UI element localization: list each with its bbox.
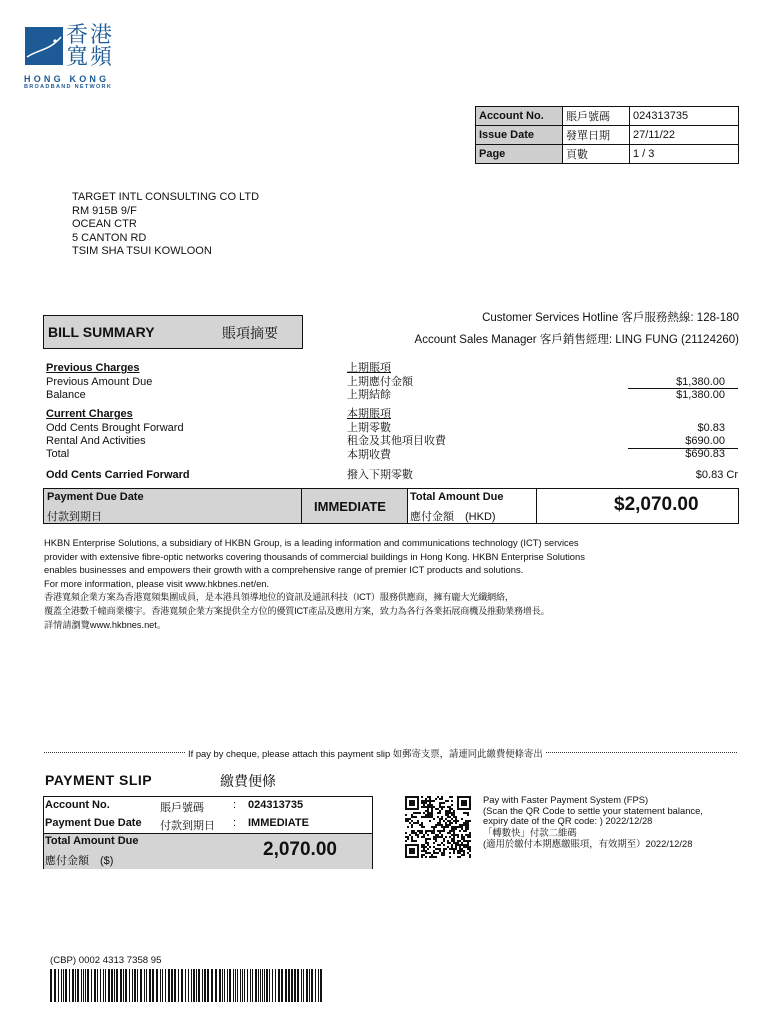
page-label-cn: 頁數 [563, 145, 630, 164]
total-due-label-en: Total Amount Due [410, 491, 504, 503]
issue-date-row [476, 126, 739, 145]
odd-cents-cf-label-cn: 撥入下期零數 [347, 469, 413, 481]
about-cn-line: 覆蓋全港數千幢商業樓宇。香港寬頻企業方案提供全方位的優質ICT產品及應用方案，致力為各行各業拓展商機及推動業務增長。 [44, 606, 550, 616]
cbp-number: (CBP) 0002 4313 7358 95 [50, 955, 162, 966]
slip-due-value: IMMEDIATE [248, 817, 309, 829]
previous-charges-heading-cn: 上期賬項 [347, 362, 391, 374]
fps-instructions [483, 795, 703, 850]
slip-total-value: 2,070.00 [263, 839, 337, 860]
slip-due-label-en: Payment Due Date [45, 817, 142, 829]
fps-line: Pay with Faster Payment System (FPS) [483, 794, 649, 805]
rental-label: Rental And Activities [46, 435, 146, 447]
due-date-label-cell [44, 489, 302, 523]
issue-date-label-en: Issue Date [476, 126, 563, 145]
page-row [476, 145, 739, 164]
hkbn-logo-mark [25, 27, 63, 65]
slip-colon: : [233, 799, 237, 811]
payment-slip-title-cn: 繳費便條 [220, 773, 276, 789]
slip-account-label-cn: 賬戶號碼 [160, 802, 204, 814]
about-cn-line: 香港寬頻企業方案為香港寬頻集團成員，是本港具領導地位的資訊及通訊科技（ICT）服務供應商，擁有龐大光纖網絡， [44, 592, 514, 602]
logo-english-line2: BROADBAND NETWORK [24, 84, 113, 90]
due-date-value: IMMEDIATE [314, 499, 386, 514]
account-row [476, 107, 739, 126]
previous-amount-label-cn: 上期應付金額 [347, 376, 413, 388]
sales-manager-text: Account Sales Manager 客戶銷售經理: LING FUNG (21124260) [414, 334, 739, 346]
bill-summary-title-cn: 賬項摘要 [222, 325, 278, 341]
odd-cents-bf-label-cn: 上期零數 [347, 422, 391, 434]
fps-line: (Scan the QR Code to settle your statement balance, [483, 804, 703, 816]
account-info-table [475, 106, 739, 164]
previous-amount-value: $1,380.00 [676, 376, 725, 388]
address-line: RM 915B 9/F [72, 204, 137, 217]
slip-due-label-cn: 付款到期日 [160, 820, 215, 832]
total-value: $690.83 [685, 448, 725, 460]
logo-english-line1: HONG KONG [24, 74, 110, 84]
account-value: 024313735 [630, 107, 739, 126]
mailing-address [72, 191, 259, 259]
payment-slip-box [43, 796, 373, 869]
address-line: OCEAN CTR [72, 218, 137, 230]
slip-total-label-cn: 應付金額 ($) [45, 855, 114, 867]
current-charges-heading-cn: 本期賬項 [347, 408, 391, 420]
hotline-text: Customer Services Hotline 客戶服務熱線: 128-180 [482, 312, 739, 324]
balance-value: $1,380.00 [676, 389, 725, 401]
odd-cents-bf-label: Odd Cents Brought Forward [46, 422, 184, 434]
previous-charges-heading: Previous Charges [46, 362, 140, 374]
balance-label-cn: 上期結餘 [347, 389, 391, 401]
issue-date-label-cn: 發單日期 [563, 126, 630, 145]
fps-line: 「轉數快」付款二維碼 [483, 826, 577, 838]
total-label: Total [46, 448, 70, 460]
slip-total-label-en: Total Amount Due [45, 835, 139, 847]
about-cn-line: 詳情請瀏覽www.hkbnes.net。 [44, 620, 167, 630]
slip-account-label-en: Account No. [45, 799, 110, 811]
total-due-label-cn: 應付金額 (HKD) [410, 511, 496, 523]
fps-line: expiry date of the QR code: ) 2022/12/28 [483, 815, 653, 826]
total-due-label-cell [408, 489, 537, 523]
due-date-label-cn: 付款到期日 [47, 511, 102, 523]
total-label-cn: 本期收費 [347, 449, 391, 461]
address-line: 5 CANTON RD [72, 231, 147, 244]
logo-chinese: 香港寬頻 [66, 23, 115, 70]
odd-cents-cf-label: Odd Cents Carried Forward [46, 469, 190, 481]
address-line: TSIM SHA TSUI KOWLOON [72, 245, 212, 257]
fps-qr-code [405, 796, 471, 858]
payment-barcode [50, 969, 324, 1002]
payment-due-box [43, 488, 739, 524]
about-en-line: HKBN Enterprise Solutions, a subsidiary of HKBN Group, is a leading information and communications technology (ICT) services [44, 537, 579, 548]
bill-summary-title-en: BILL SUMMARY [48, 324, 155, 340]
address-line: TARGET INTL CONSULTING CO LTD [72, 191, 260, 203]
about-en-line: For more information, please visit www.hkbnes.net/en. [44, 577, 270, 589]
account-label-en: Account No. [476, 107, 563, 126]
about-en-line: provider with extensive fibre-optic networks covering thousands of commercial buildings in Hong Kong. HKBN Enterprise Solutions [44, 550, 585, 562]
slip-colon: : [233, 817, 237, 829]
about-en-line: enables businesses and empowers their growth with a comprehensive range of premier ICT products and solutions. [44, 564, 524, 575]
page-value: 1 / 3 [630, 145, 739, 164]
rental-value: $690.00 [685, 435, 725, 447]
account-label-cn: 賬戶號碼 [563, 107, 630, 126]
due-date-value-cell [302, 489, 408, 523]
current-charges-heading: Current Charges [46, 408, 133, 420]
cut-line-label: If pay by cheque, please attach this payment slip 如郵寄支票，請連同此繳費便條寄出 [185, 746, 546, 760]
fps-line: (適用於繳付本期應繳賬項，有效期至）2022/12/28 [483, 838, 693, 849]
odd-cents-bf-value: $0.83 [697, 422, 725, 434]
due-date-label-en: Payment Due Date [47, 491, 144, 503]
issue-date-value: 27/11/22 [630, 126, 739, 145]
slip-total-row [44, 833, 372, 869]
rental-label-cn: 租金及其他項目收費 [347, 435, 446, 447]
total-due-value: $2,070.00 [614, 494, 699, 515]
balance-label: Balance [46, 389, 86, 401]
payment-slip-title: PAYMENT SLIP [45, 772, 153, 788]
slip-account-value: 024313735 [248, 799, 304, 811]
odd-cents-cf-value: $0.83 Cr [695, 469, 738, 481]
previous-amount-label: Previous Amount Due [46, 376, 153, 388]
page-label-en: Page [476, 145, 563, 164]
bill-summary-header [43, 315, 303, 349]
